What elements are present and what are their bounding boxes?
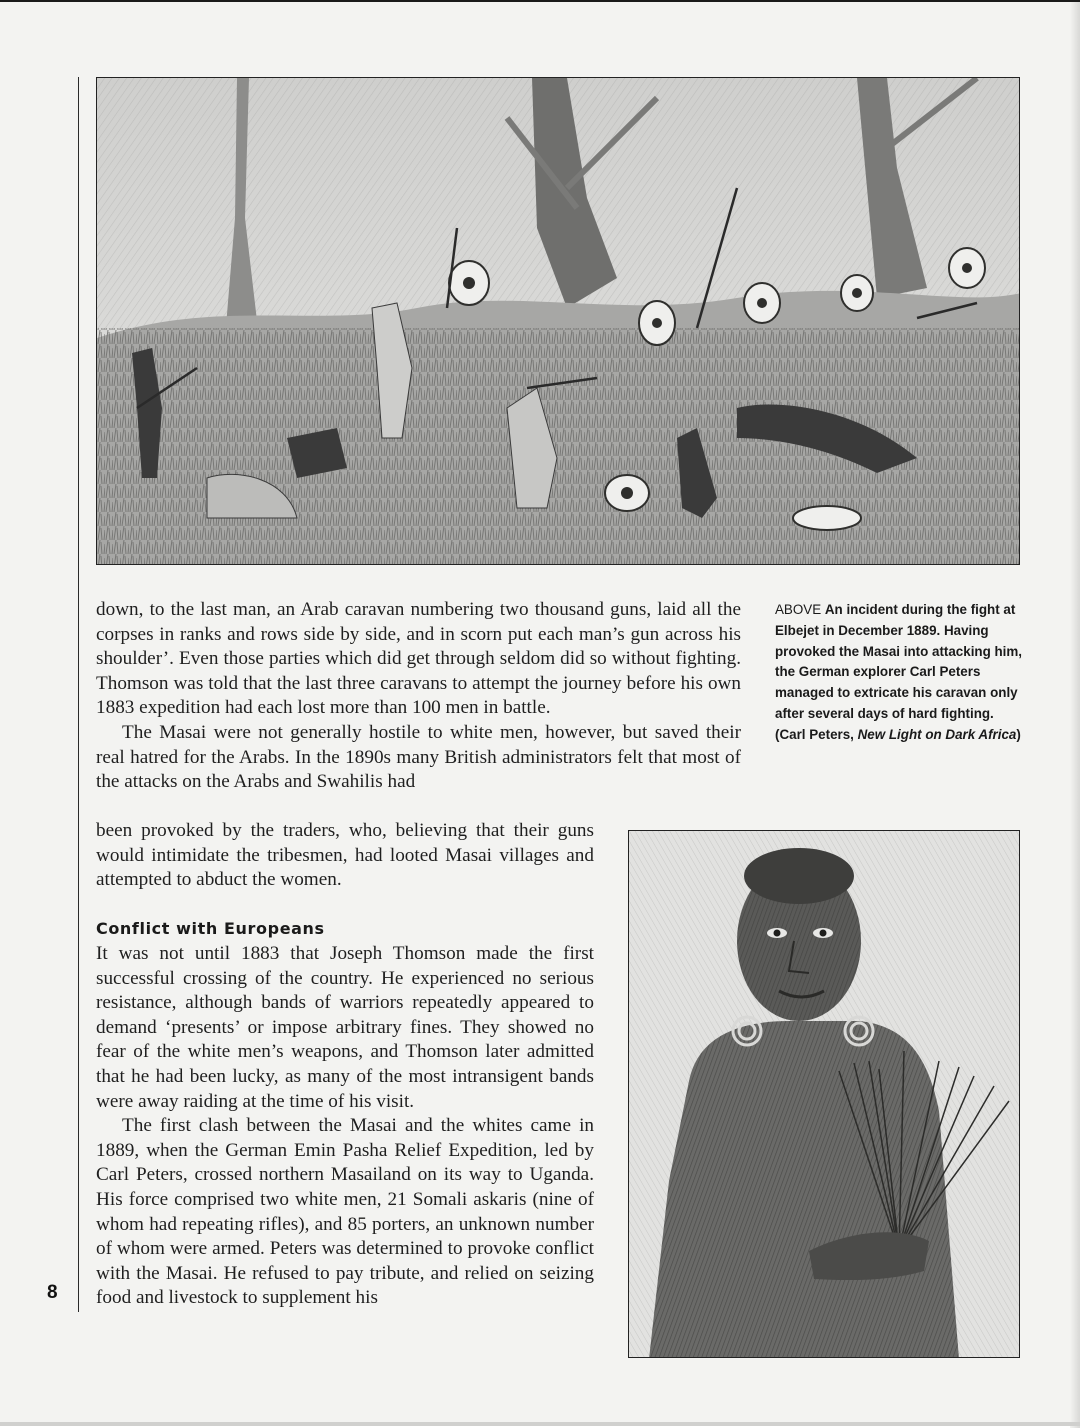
figure-caption	[775, 600, 1023, 746]
paragraph-2-end: been provoked by the traders, who, believing that their guns would intimidate the tribesmen, had looted Masai villages and attempted to abduct the women.	[96, 820, 594, 891]
page-number: 8	[47, 1282, 58, 1303]
margin-rule	[78, 77, 79, 1312]
page-edge-shadow	[1070, 2, 1080, 1428]
caption-lead: ABOVE	[775, 602, 822, 617]
masai-portrait-engraving	[628, 830, 1020, 1358]
paragraph-2-start: The Masai were not generally hostile to white men, however, but saved their real hatred for the Arabs. In the 1890s many British administrators felt that most of the attacks on the Arabs and Swahilis had	[96, 721, 741, 793]
paragraph-4: The first clash between the Masai and the whites came in 1889, when the German Emin Pasha Relief Expedition, led by Carl Peters, crossed northern Masailand on its way to Uganda. His force comprised two white men, 21 Somali askaris (nine of whom had repeating rifles), and 85 porters, an unknown number of whom were armed. Peters was determined to provoke conflict with the Masai. He refused to pay tribute, and relied on seizing food and livestock to supplement his	[96, 1115, 594, 1309]
section-heading: Conflict with Europeans	[96, 919, 325, 938]
caption-text: An incident during the fight at Elbejet in December 1889. Having provoked the Masai into attacking him, the German explorer Carl Peters managed to extricate his caravan only after several days of hard fighting. (Carl Peters,	[775, 602, 1023, 742]
caption-close: )	[1016, 726, 1021, 742]
page-bottom-edge	[0, 1422, 1080, 1426]
battle-engraving	[96, 77, 1020, 565]
caption-source-title: New Light on Dark Africa	[857, 726, 1017, 742]
body-text-upper	[96, 598, 741, 795]
body-text-lower	[96, 942, 594, 1311]
paragraph-3: It was not until 1883 that Joseph Thomson made the first successful crossing of the country. He experienced no serious resistance, although bands of warriors repeatedly appeared to demand ‘presents’ or impose arbitrary fines. They showed no fear of the white men’s weapons, and Thomson later admitted that he had been lucky, as many of the most intransigent bands were away raiding at the time of his visit.	[96, 943, 594, 1112]
paragraph-1: down, to the last man, an Arab caravan numbering two thousand guns, laid all the corpses in ranks and rows side by side, and in scorn put each man’s gun across his shoulder’. Even those parties which did get through seldom did so without fighting. Thomson was told that the last three caravans to attempt the journey before his own 1883 expedition had each lost more than 100 men in battle.	[96, 599, 741, 719]
body-text-middle	[96, 819, 594, 893]
